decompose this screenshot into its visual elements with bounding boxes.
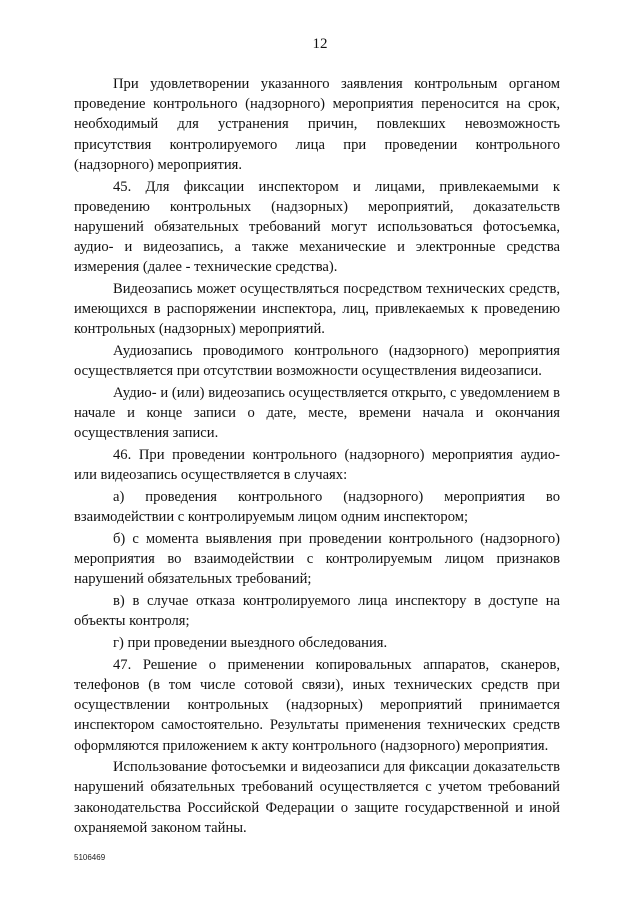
paragraph-photo-video-usage: Использование фотосъемки и видеозаписи для фиксации доказательств нарушений обязательных требований осуществляется с учетом требований законодательства Российской Федерации о защите государственной и иной охраняемой законом тайны. [74,759,560,836]
paragraph-audio-recording: Аудиозапись проводимого контрольного (надзорного) мероприятия осуществляется при отсутствии возможности осуществления видеозаписи. [74,343,560,380]
paragraph-item-46-a: а) проведения контрольного (надзорного) мероприятия во взаимодействии с контролируемым лицом одним инспектором; [74,489,560,526]
paragraph-item-46: 46. При проведении контрольного (надзорного) мероприятия аудио- или видеозапись осуществляется в случаях: [74,447,560,484]
paragraph-video-recording: Видеозапись может осуществляться посредством технических средств, имеющихся в распоряжении инспектора, лиц, привлекаемых к проведению контрольных (надзорных) мероприятий. [74,281,560,338]
document-code: 5106469 [74,853,106,862]
paragraph-item-46-v: в) в случае отказа контролируемого лица инспектору в доступе на объекты контроля; [74,593,560,630]
paragraph-item-46-b: б) с момента выявления при проведении контрольного (надзорного) мероприятия во взаимодействии с контролируемым лицом признаков нарушений обязательных требований; [74,530,560,588]
page-number: 12 [312,36,328,52]
paragraph-item-46-g: г) при проведении выездного обследования. [113,634,388,651]
document-body [74,74,560,840]
paragraph-item-47: 47. Решение о применении копировальных аппаратов, сканеров, телефонов (в том числе сотовой связи), иных технических средств при осуществлении контрольных (надзорных) мероприятий принимается инспектором самостоятельно. Результаты применения технических средств оформляются приложением к акту контрольного (надзорного) мероприятия. [74,656,560,754]
paragraph-open-recording: Аудио- и (или) видеозапись осуществляется открыто, с уведомлением в начале и конце записи о дате, месте, времени начала и окончания осуществления записи. [74,385,560,442]
paragraph-item-45: 45. Для фиксации инспектором и лицами, привлекаемыми к проведению контрольных (надзорных) мероприятий, доказательств нарушений обязательных требований могут использоваться фотосъемка, аудио- и видеозапись, а также механические и электронные средства измерения (далее - технические средства). [74,178,560,276]
paragraph-postponement: При удовлетворении указанного заявления контрольным органом проведение контрольного (надзорного) мероприятия переносится на срок, необходимый для устранения причин, повлекших невозможность присутствия контролируемого лица при проведении контрольного (надзорного) мероприятия. [74,76,560,173]
